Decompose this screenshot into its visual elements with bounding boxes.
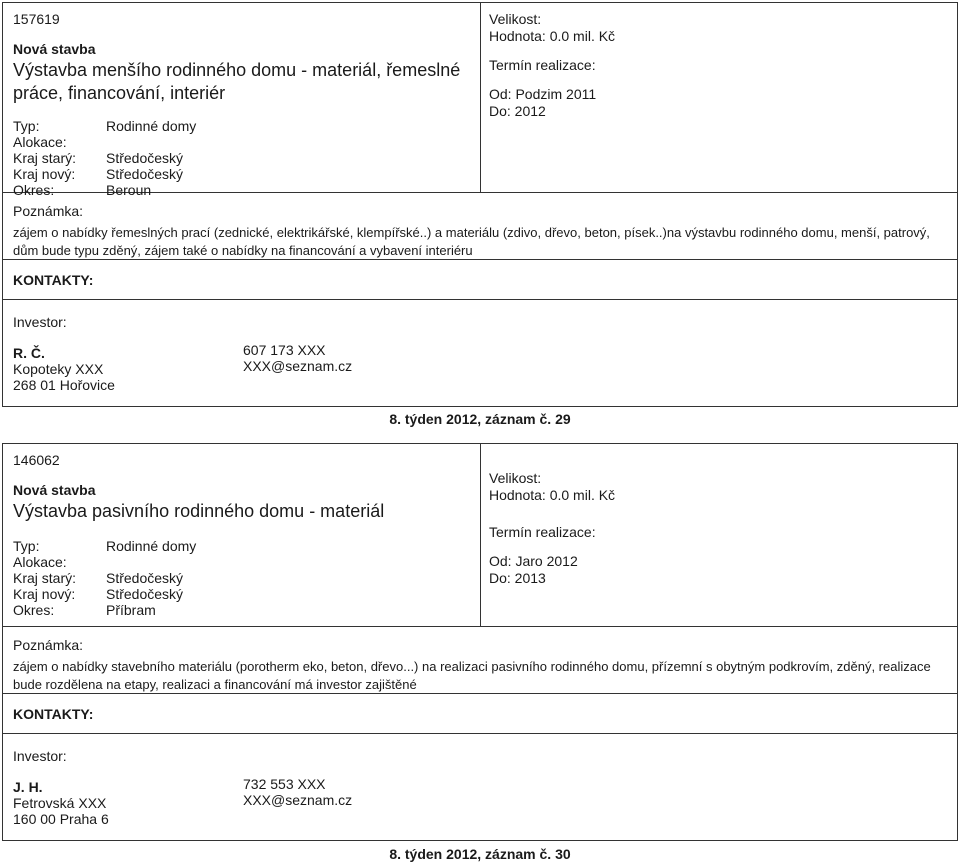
record-card xyxy=(2,2,958,407)
alokace-value xyxy=(106,134,470,150)
record-id: 157619 xyxy=(13,11,60,27)
note-text-line2: dům bude typu zděný, zájem také o nabídky na financování a vybavení interiéru xyxy=(13,243,473,258)
investor-phone: 732 553 XXX xyxy=(243,776,326,792)
okres-value: Beroun xyxy=(106,182,152,198)
kraj-stary-value: Středočeský xyxy=(106,150,184,166)
record-card xyxy=(2,443,958,841)
record-meta xyxy=(481,3,957,192)
record-header xyxy=(3,444,481,626)
investor-street: Kopoteky XXX xyxy=(13,361,104,377)
note-block xyxy=(3,627,957,694)
termin-do: Do: 2013 xyxy=(489,570,546,586)
kraj-novy-value: Středočeský xyxy=(106,166,184,182)
investor-name: J. H. xyxy=(13,779,43,795)
location-details xyxy=(13,118,470,198)
hodnota-value: Hodnota: 0.0 mil. Kč xyxy=(489,487,616,503)
record-id: 146062 xyxy=(13,452,60,468)
investor-label: Investor: xyxy=(13,314,67,330)
alokace-label: Alokace: xyxy=(13,134,67,150)
note-label: Poznámka: xyxy=(13,203,84,219)
okres-label: Okres: xyxy=(13,182,55,198)
record-title: Výstavba pasivního rodinného domu - materiál xyxy=(13,501,385,521)
investor-email[interactable]: XXX@seznam.cz xyxy=(243,358,353,374)
note-text-line2: bude rozdělena na etapy, realizaci a financování má investor zajištěné xyxy=(13,677,417,692)
note-label: Poznámka: xyxy=(13,637,84,653)
kraj-stary-label: Kraj starý: xyxy=(13,570,77,586)
investor-phone: 607 173 XXX xyxy=(243,342,326,358)
record-title: Výstavba menšího rodinného domu - materiál, řemeslné xyxy=(13,60,461,80)
kraj-novy-label: Kraj nový: xyxy=(13,166,76,182)
typ-label: Typ: xyxy=(13,118,40,134)
investor-block xyxy=(3,734,957,837)
typ-value: Rodinné domy xyxy=(106,118,197,134)
note-text-line1: zájem o nabídky stavebního materiálu (porotherm eko, beton, dřevo...) na realizaci pasivního rodinného domu, přízemní s obytným podkrovím, zděný, realizace xyxy=(13,659,931,674)
termin-od: Od: Podzim 2011 xyxy=(489,86,597,102)
termin-do: Do: 2012 xyxy=(489,103,546,119)
alokace-value xyxy=(106,554,470,570)
footer-text: 8. týden 2012, záznam č. 29 xyxy=(389,411,571,427)
footer-text: 8. týden 2012, záznam č. 30 xyxy=(389,846,571,862)
okres-value: Příbram xyxy=(106,602,156,618)
kraj-stary-value: Středočeský xyxy=(106,570,184,586)
investor-block xyxy=(3,300,957,403)
investor-label: Investor: xyxy=(13,748,67,764)
hodnota-value: Hodnota: 0.0 mil. Kč xyxy=(489,28,616,44)
typ-label: Typ: xyxy=(13,538,40,554)
contacts-heading: KONTAKTY: xyxy=(3,694,957,734)
build-type: Nová stavba xyxy=(13,41,96,57)
record-footer xyxy=(0,846,960,862)
note-block xyxy=(3,193,957,260)
investor-street: Fetrovská XXX xyxy=(13,795,107,811)
termin-od: Od: Jaro 2012 xyxy=(489,553,578,569)
record-footer xyxy=(0,411,960,427)
note-text-line1: zájem o nabídky řemeslných prací (zednické, elektrikářské, klempířské..) a materiálu (zdivo, dřevo, beton, písek..)na výstavbu rodinného domu, menší, patrový, xyxy=(13,225,930,240)
investor-city: 268 01 Hořovice xyxy=(13,377,115,393)
kraj-novy-value: Středočeský xyxy=(106,586,184,602)
kraj-novy-label: Kraj nový: xyxy=(13,586,76,602)
kraj-stary-label: Kraj starý: xyxy=(13,150,77,166)
termin-label: Termín realizace: xyxy=(489,57,596,73)
alokace-label: Alokace: xyxy=(13,554,67,570)
record-meta xyxy=(481,444,957,626)
build-type: Nová stavba xyxy=(13,482,96,498)
termin-label: Termín realizace: xyxy=(489,524,596,540)
investor-city: 160 00 Praha 6 xyxy=(13,811,109,827)
investor-name: R. Č. xyxy=(13,345,45,361)
velikost-label: Velikost: xyxy=(489,11,542,27)
investor-email[interactable]: XXX@seznam.cz xyxy=(243,792,353,808)
record-header xyxy=(3,3,481,198)
location-details xyxy=(13,538,470,618)
velikost-label: Velikost: xyxy=(489,470,542,486)
record-title-line2: práce, financování, interiér xyxy=(13,83,226,103)
typ-value: Rodinné domy xyxy=(106,538,197,554)
okres-label: Okres: xyxy=(13,602,55,618)
contacts-heading: KONTAKTY: xyxy=(3,260,957,300)
